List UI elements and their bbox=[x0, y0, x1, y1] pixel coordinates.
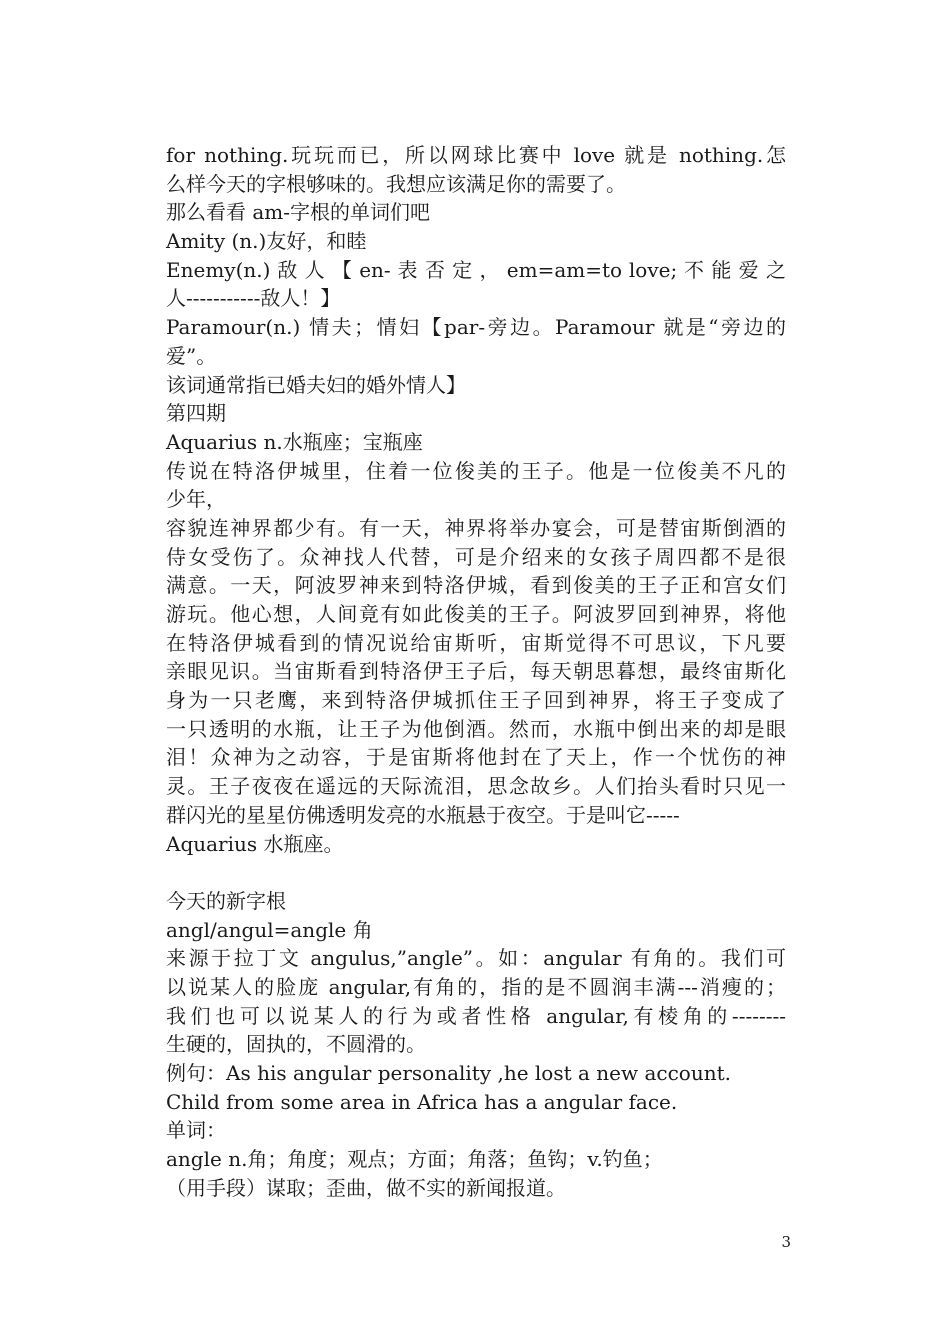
text-line: 人-----------敌人！】 bbox=[166, 286, 341, 311]
text-line: 那么看看 am-字根的单词们吧 bbox=[166, 200, 431, 225]
text-line: 容貌连神界都少有。有一天，神界将举办宴会，可是替宙斯倒酒的 bbox=[166, 515, 786, 540]
text-line: 一只透明的水瓶，让王子为他倒酒。然而，水瓶中倒出来的却是眼 bbox=[166, 716, 786, 741]
text-line: 在特洛伊城看到的情况说给宙斯听，宙斯觉得不可思议，下凡要 bbox=[166, 630, 786, 655]
text-line: 生硬的，固执的，不圆滑的。 bbox=[166, 1032, 426, 1057]
text-line: Aquarius n.水瓶座；宝瓶座 bbox=[166, 429, 423, 454]
text-line: 我们也可以说某人的行为或者性格 angular,有棱角的-------- bbox=[166, 1003, 786, 1028]
example-sentence: Child from some area in Africa has a angular face. bbox=[166, 1089, 678, 1114]
text-line: 爱”。 bbox=[166, 343, 217, 368]
text-line: Enemy(n.) 敌 人 【 en- 表 否 定 ， em=am=to love; 不 能 爱 之 bbox=[166, 257, 786, 282]
section-heading: 第四期 bbox=[166, 401, 226, 426]
text-line: 泪！众神为之动容，于是宙斯将他封在了天上，作一个忧伤的神 bbox=[166, 745, 786, 770]
text-line: （用手段）谋取；歪曲，做不实的新闻报道。 bbox=[166, 1175, 566, 1200]
text-line: 少年， bbox=[166, 487, 226, 512]
text-line: 侍女受伤了。众神找人代替，可是介绍来的女孩子周四都不是很 bbox=[166, 544, 786, 569]
text-line: 群闪光的星星仿佛透明发亮的水瓶悬于夜空。于是叫它----- bbox=[166, 802, 680, 827]
example-sentence: 例句：As his angular personality ,he lost a new account. bbox=[166, 1061, 732, 1085]
text-line: 以说某人的脸庞 angular,有角的，指的是不圆润丰满---消瘦的； bbox=[166, 974, 786, 999]
text-line: angle n.角；角度；观点；方面；角落；鱼钩；v.钓鱼； bbox=[166, 1147, 663, 1172]
text-line: for nothing.玩玩而已，所以网球比赛中 love 就是 nothing.怎 bbox=[166, 143, 786, 167]
text-line: Amity (n.)友好，和睦 bbox=[166, 229, 367, 254]
text-line: 身为一只老鹰，来到特洛伊城抓住王子回到神界，将王子变成了 bbox=[166, 688, 786, 713]
text-line: 来源于拉丁文 angulus,”angle”。如：angular 有角的。我们可 bbox=[166, 946, 786, 971]
text-line: Aquarius 水瓶座。 bbox=[166, 831, 344, 856]
blank-line bbox=[166, 858, 786, 887]
page-body bbox=[166, 141, 786, 1202]
text-line: 单词： bbox=[166, 1118, 226, 1143]
page-number: 3 bbox=[781, 1233, 791, 1251]
text-line: 游玩。他心想，人间竟有如此俊美的王子。阿波罗回到神界，将他 bbox=[166, 602, 786, 626]
text-line: 亲眼见识。当宙斯看到特洛伊王子后，每天朝思暮想，最终宙斯化 bbox=[166, 659, 786, 684]
text-line: 满意。一天，阿波罗神来到特洛伊城，看到俊美的王子正和宫女们 bbox=[166, 573, 786, 598]
text-line: Paramour(n.) 情夫；情妇【par-旁边。Paramour 就是“旁边的 bbox=[166, 315, 786, 340]
text-line: angl/angul=angle 角 bbox=[166, 917, 373, 942]
section-heading: 今天的新字根 bbox=[166, 888, 286, 913]
text-line: 灵。王子夜夜在遥远的天际流泪，思念故乡。人们抬头看时只见一 bbox=[166, 774, 786, 799]
text-line: 该词通常指已婚夫妇的婚外情人】 bbox=[166, 372, 466, 397]
text-line: 传说在特洛伊城里，住着一位俊美的王子。他是一位俊美不凡的 bbox=[166, 458, 786, 483]
text-line: 么样今天的字根够味的。我想应该满足你的需要了。 bbox=[166, 171, 626, 196]
